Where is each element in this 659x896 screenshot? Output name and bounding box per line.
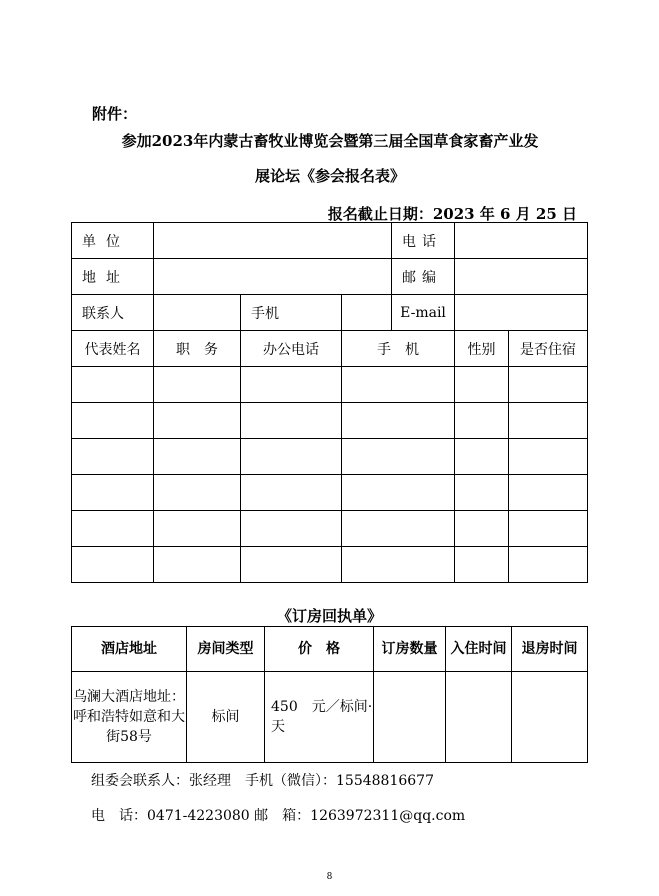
organizer-contact: 组委会联系人：张经理 手机（微信）：15548816677 <box>91 773 434 789</box>
table-cell[interactable] <box>72 547 154 583</box>
address-label: 地址 <box>72 259 154 295</box>
table-cell[interactable] <box>342 511 455 547</box>
hotel-address-cell: 乌澜大酒店地址：呼和浩特如意和大街58号 <box>72 672 187 763</box>
table-row <box>72 547 588 583</box>
document-title-line2: 展论坛《参会报名表》 <box>254 167 405 185</box>
table-header-row <box>72 331 588 367</box>
postcode-label: 邮编 <box>392 259 455 295</box>
page-number: 8 <box>326 872 333 882</box>
table-row <box>72 439 588 475</box>
table-cell[interactable] <box>342 475 455 511</box>
header-gender: 性别 <box>455 331 509 367</box>
room-type-cell: 标间 <box>187 672 265 763</box>
table-cell[interactable] <box>455 439 509 475</box>
registration-table <box>71 222 588 583</box>
attachment-label: 附件： <box>92 105 138 123</box>
table-cell[interactable] <box>154 511 241 547</box>
header-position: 职 务 <box>154 331 241 367</box>
mobile-label: 手机 <box>241 295 342 331</box>
table-cell[interactable] <box>342 439 455 475</box>
header-checkout-time: 退房时间 <box>512 627 588 672</box>
organizer-phone-email: 电 话：0471-4223080 邮 箱：1263972311@qq.com <box>91 808 466 824</box>
header-checkin-time: 入住时间 <box>446 627 512 672</box>
table-cell[interactable] <box>455 367 509 403</box>
table-cell[interactable] <box>241 475 342 511</box>
contact-field[interactable] <box>154 295 241 331</box>
unit-label: 单位 <box>72 223 154 259</box>
header-name: 代表姓名 <box>72 331 154 367</box>
table-row <box>72 511 588 547</box>
table-cell[interactable] <box>509 403 588 439</box>
document-title-line1: 参加2023年内蒙古畜牧业博览会暨第三届全国草食家畜产业发 <box>121 132 539 150</box>
header-office-phone: 办公电话 <box>241 331 342 367</box>
table-cell[interactable] <box>241 439 342 475</box>
table-cell[interactable] <box>455 475 509 511</box>
table-row <box>72 259 588 295</box>
table-cell[interactable] <box>342 547 455 583</box>
room-quantity-field[interactable] <box>374 672 446 763</box>
table-cell[interactable] <box>72 439 154 475</box>
postcode-field[interactable] <box>455 259 588 295</box>
table-cell[interactable] <box>455 511 509 547</box>
table-cell[interactable] <box>342 403 455 439</box>
table-row <box>72 367 588 403</box>
table-row <box>72 403 588 439</box>
table-cell[interactable] <box>72 511 154 547</box>
header-hotel-address: 酒店地址 <box>72 627 187 672</box>
header-room-quantity: 订房数量 <box>374 627 446 672</box>
table-row <box>72 672 588 763</box>
table-cell[interactable] <box>241 511 342 547</box>
price-cell: 450 元／标间·天 <box>265 672 374 763</box>
table-cell[interactable] <box>509 367 588 403</box>
table-cell[interactable] <box>509 475 588 511</box>
table-row <box>72 295 588 331</box>
table-cell[interactable] <box>241 547 342 583</box>
table-cell[interactable] <box>72 403 154 439</box>
header-mobile: 手 机 <box>342 331 455 367</box>
table-cell[interactable] <box>241 403 342 439</box>
table-cell[interactable] <box>72 475 154 511</box>
email-label: E-mail <box>392 295 455 331</box>
table-cell[interactable] <box>154 547 241 583</box>
table-cell[interactable] <box>509 547 588 583</box>
hotel-booking-table <box>71 626 588 763</box>
table-cell[interactable] <box>241 367 342 403</box>
table-header-row <box>72 627 588 672</box>
registration-deadline: 报名截止日期：2023 年 6 月 25 日 <box>327 205 577 223</box>
contact-label: 联系人 <box>72 295 154 331</box>
table-cell[interactable] <box>455 547 509 583</box>
unit-field[interactable] <box>154 223 392 259</box>
header-price: 价 格 <box>265 627 374 672</box>
table-cell[interactable] <box>154 439 241 475</box>
table-cell[interactable] <box>154 403 241 439</box>
table-row <box>72 475 588 511</box>
hotel-form-title: 《订房回执单》 <box>276 607 382 625</box>
table-cell[interactable] <box>509 511 588 547</box>
table-cell[interactable] <box>154 475 241 511</box>
mobile-field[interactable] <box>342 295 392 331</box>
phone-field[interactable] <box>455 223 588 259</box>
table-cell[interactable] <box>455 403 509 439</box>
address-field[interactable] <box>154 259 392 295</box>
table-cell[interactable] <box>154 367 241 403</box>
email-field[interactable] <box>455 295 588 331</box>
checkin-time-field[interactable] <box>446 672 512 763</box>
phone-label: 电话 <box>392 223 455 259</box>
header-accommodation: 是否住宿 <box>509 331 588 367</box>
checkout-time-field[interactable] <box>512 672 588 763</box>
table-row <box>72 223 588 259</box>
header-room-type: 房间类型 <box>187 627 265 672</box>
table-cell[interactable] <box>509 439 588 475</box>
table-cell[interactable] <box>342 367 455 403</box>
table-cell[interactable] <box>72 367 154 403</box>
